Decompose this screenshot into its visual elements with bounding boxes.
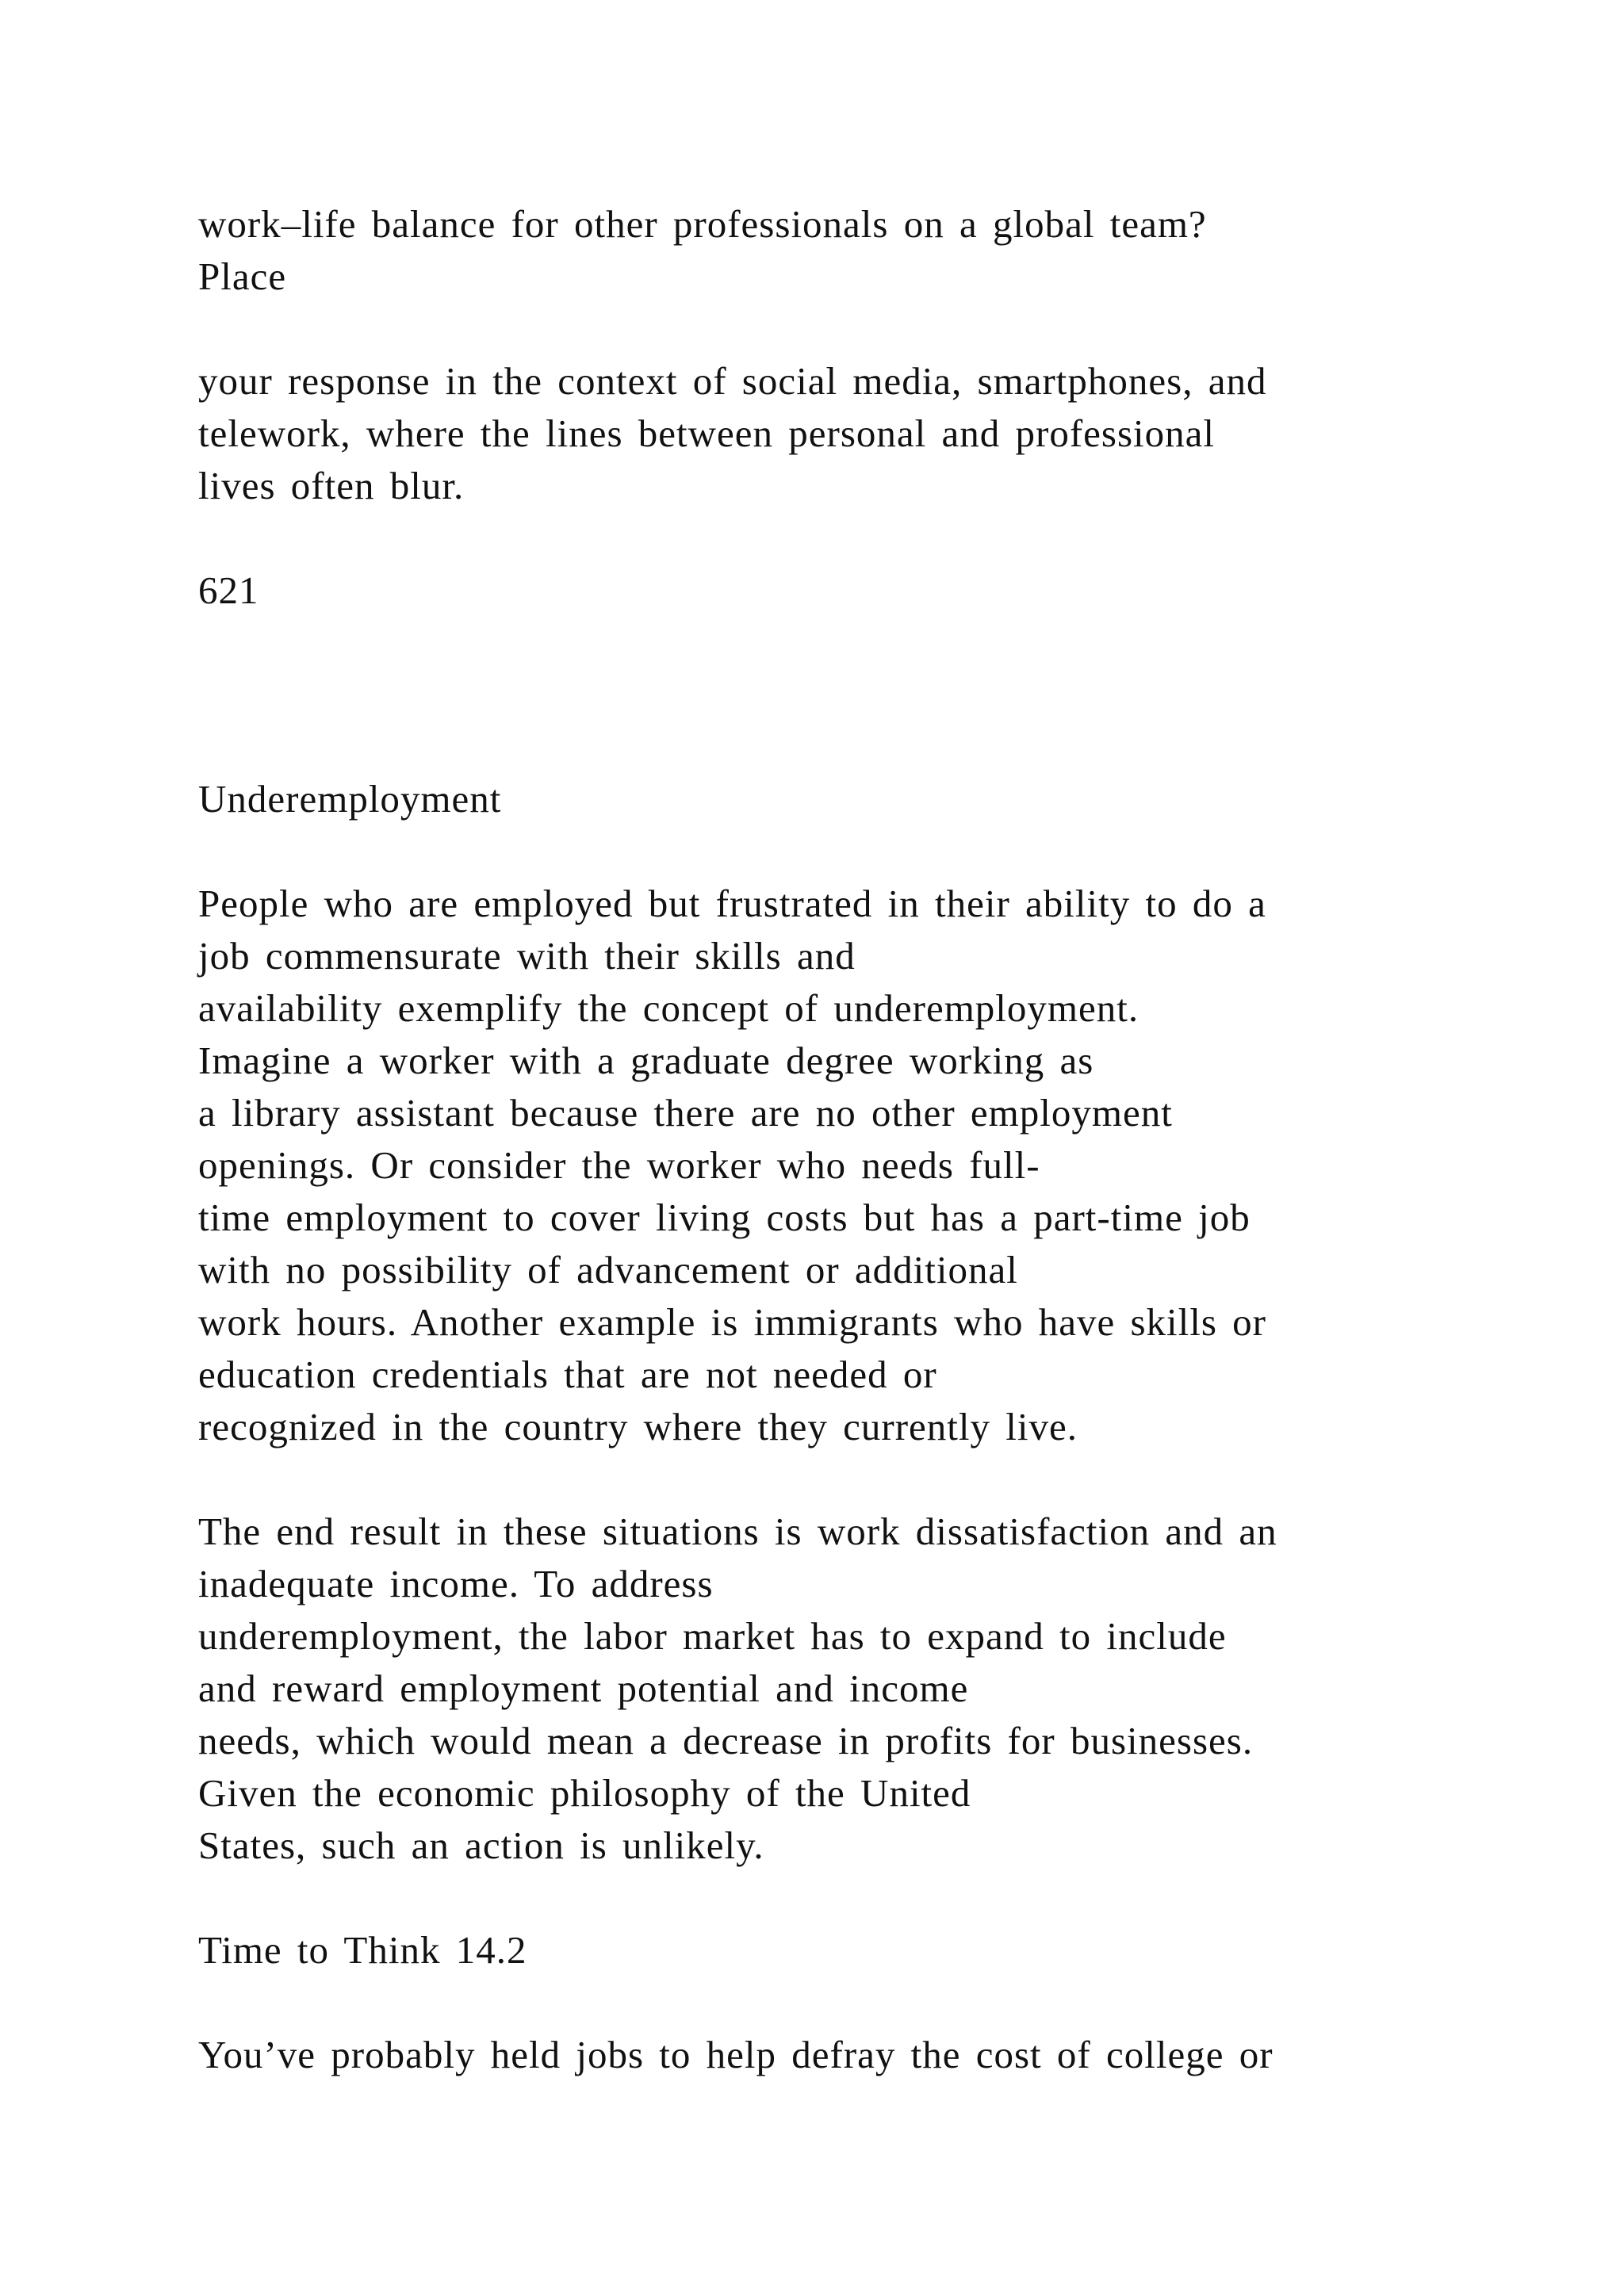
text-line: underemployment, the labor market has to expand to include [198, 1614, 1227, 1658]
text-line: work–life balance for other professionals on a global team? [198, 202, 1207, 246]
text-line: The end result in these situations is work dissatisfaction and an [198, 1510, 1277, 1553]
text-line: lives often blur. [198, 464, 465, 507]
text-line: Place [198, 254, 287, 298]
text-line: your response in the context of social media, smartphones, and [198, 359, 1267, 403]
text-line: education credentials that are not needed or [198, 1353, 937, 1396]
text-line: recognized in the country where they currently live. [198, 1405, 1078, 1448]
text-line: inadequate income. To address [198, 1562, 714, 1605]
section-heading: Underemployment [198, 777, 502, 821]
text-line: work hours. Another example is immigrants who have skills or [198, 1300, 1266, 1344]
text-line: job commensurate with their skills and [198, 934, 856, 978]
text-line: openings. Or consider the worker who needs full- [198, 1143, 1040, 1187]
text-line: with no possibility of advancement or additional [198, 1248, 1018, 1292]
section-title: Time to Think 14.2 [198, 1928, 527, 1972]
page-number: 621 [198, 568, 259, 612]
text-line: States, such an action is unlikely. [198, 1823, 764, 1867]
text-line: time employment to cover living costs but has a part-time job [198, 1196, 1251, 1239]
text-line: You’ve probably held jobs to help defray the cost of college or [198, 2033, 1274, 2076]
text-line: and reward employment potential and income [198, 1667, 969, 1710]
text-line: needs, which would mean a decrease in profits for businesses. [198, 1719, 1254, 1762]
text-line: Imagine a worker with a graduate degree working as [198, 1039, 1094, 1082]
text-line: a library assistant because there are no other employment [198, 1091, 1173, 1135]
text-line: Given the economic philosophy of the United [198, 1771, 971, 1815]
text-line: People who are employed but frustrated in their ability to do a [198, 882, 1266, 925]
text-line: availability exemplify the concept of underemployment. [198, 986, 1139, 1030]
text-line: telework, where the lines between personal and professional [198, 411, 1216, 455]
